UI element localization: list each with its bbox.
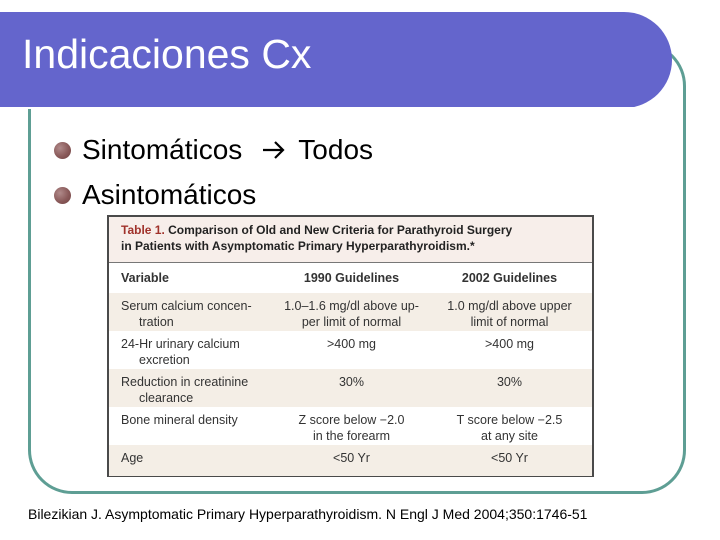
table-caption-line2: in Patients with Asymptomatic Primary Hyperparathyroidism.*	[121, 239, 475, 253]
table-caption-line1: Comparison of Old and New Criteria for Parathyroid Surgery	[168, 223, 513, 237]
cell-line: per limit of normal	[301, 315, 402, 329]
citation: Bilezikian J. Asymptomatic Primary Hyperparathyroidism. N Engl J Med 2004;350:1746-51	[28, 506, 588, 522]
cell-line: 24-Hr urinary calcium	[121, 337, 240, 351]
bullet-text-all: Todos	[298, 134, 374, 165]
table-header-row	[109, 263, 592, 293]
row-variable: Age	[121, 451, 144, 465]
row-2002: <50 Yr	[491, 451, 528, 465]
table-caption	[109, 217, 592, 262]
cell-line: tration	[139, 315, 174, 329]
row-variable	[121, 298, 271, 330]
cell-line: excretion	[139, 353, 190, 367]
row-2002: 30%	[496, 375, 523, 389]
cell-line: in the forearm	[312, 429, 391, 443]
table-row	[109, 331, 592, 369]
right-arrow-icon	[262, 140, 286, 160]
cell-line: limit of normal	[470, 315, 549, 329]
row-1990: <50 Yr	[333, 451, 370, 465]
criteria-table	[107, 215, 594, 477]
cell-line: Z score below −2.0	[298, 413, 405, 427]
table-row	[109, 445, 592, 476]
cell-line: T score below −2.5	[456, 413, 563, 427]
row-variable	[121, 374, 271, 406]
row-1990	[274, 298, 429, 330]
header-variable: Variable	[121, 271, 169, 285]
bullet-text-symptomatic: Sintomáticos	[82, 134, 243, 165]
row-2002	[432, 298, 587, 330]
table-row	[109, 293, 592, 331]
cell-line: 1.0 mg/dl above upper	[447, 299, 572, 313]
table-caption-label: Table 1.	[121, 223, 165, 237]
bullet-asymptomatic	[54, 178, 256, 212]
bullet-symptomatic	[54, 133, 373, 167]
title-underline	[0, 107, 637, 109]
cell-line: clearance	[139, 391, 194, 405]
row-1990	[274, 412, 429, 444]
header-1990: 1990 Guidelines	[303, 271, 400, 285]
cell-line: 1.0–1.6 mg/dl above up-	[284, 299, 419, 313]
row-2002: >400 mg	[485, 337, 534, 351]
row-variable: Bone mineral density	[121, 413, 238, 427]
row-variable	[121, 336, 271, 368]
row-2002	[432, 412, 587, 444]
bullet-dot-icon	[54, 142, 71, 159]
table-row	[109, 369, 592, 407]
header-2002: 2002 Guidelines	[461, 271, 558, 285]
bullet-text-asymptomatic: Asintomáticos	[82, 179, 257, 210]
table-row	[109, 407, 592, 445]
bullet-dot-icon	[54, 187, 71, 204]
cell-line: at any site	[481, 429, 538, 443]
slide-title: Indicaciones Cx	[22, 31, 312, 77]
row-1990: >400 mg	[327, 337, 376, 351]
row-1990: 30%	[338, 375, 365, 389]
cell-line: Reduction in creatinine	[121, 375, 249, 389]
cell-line: Serum calcium concen-	[121, 299, 252, 313]
